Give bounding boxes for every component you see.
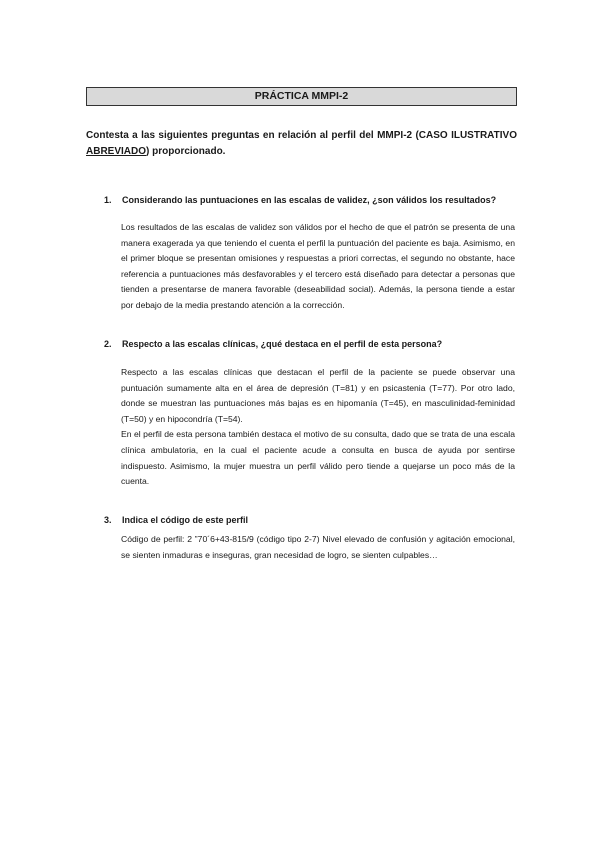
answer-2 — [121, 365, 515, 490]
question-3 — [104, 514, 524, 526]
answer-2-paragraph-1: Respecto a las escalas clínicas que destacan el perfil de la paciente se puede observar una puntuación sumamente alta en el área de depresión (T=81) y en psicastenia (T=77). Por otro lado, donde se muestran las puntuaciones más bajas es en hipomanía (T=45), en masculinidad-feminidad (T=50) y en hipocondría (T=54). — [121, 367, 515, 424]
instructions-text-2: ) proporcionado. — [146, 146, 226, 157]
question-2 — [104, 338, 524, 350]
instructions-underlined: ABREVIADO — [86, 146, 147, 157]
question-3-number: 3. — [104, 515, 112, 525]
page-title: PRÁCTICA MMPI-2 — [86, 87, 517, 106]
instructions-text-1: Contesta a las siguientes preguntas en relación al perfil del MMPI-2 (CASO ILUSTRATIVO — [86, 130, 517, 141]
answer-3-paragraph-1: Código de perfil: 2 ”70´6+43-815/9 (código tipo 2-7) Nivel elevado de confusión y agitación emocional, se sienten inmaduras e inseguras, gran necesidad de logro, se sienten culpables… — [121, 534, 515, 560]
question-3-text: Indica el código de este perfil — [122, 515, 249, 525]
question-1-number: 1. — [104, 195, 112, 205]
question-1-text: Considerando las puntuaciones en las escalas de validez, ¿son válidos los resultados? — [122, 195, 497, 205]
answer-1-paragraph-1: Los resultados de las escalas de validez son válidos por el hecho de que el patrón se presenta de una manera exagerada ya que teniendo el cuenta el perfil la puntuación del paciente es baja. Asimismo, en el primer bloque se presentan omisiones y respuestas a priori correctas, el segundo no obstante, hace referencia a puntuaciones más desfavorables y el tercero está diseñado para detectar a personas que tienden a presentarse de manera favorable (deseabilidad social). Además, la persona tiende a estar por debajo de la media prestando atención a la corrección. — [121, 222, 515, 310]
answer-1 — [121, 220, 515, 314]
instructions — [86, 128, 517, 160]
answer-2-paragraph-2: En el perfil de esta persona también destaca el motivo de su consulta, dado que se trata de una escala clínica ambulatoria, en la cual el paciente acude a consulta en busca de ayuda por sentirse indispuesto. Asimismo, la mujer muestra un perfil válido pero tiende a quejarse un poco más de la cuenta. — [121, 429, 515, 487]
question-1 — [104, 194, 524, 206]
answer-3 — [121, 532, 515, 563]
question-2-text: Respecto a las escalas clínicas, ¿qué destaca en el perfil de esta persona? — [122, 339, 443, 349]
question-2-number: 2. — [104, 339, 112, 349]
